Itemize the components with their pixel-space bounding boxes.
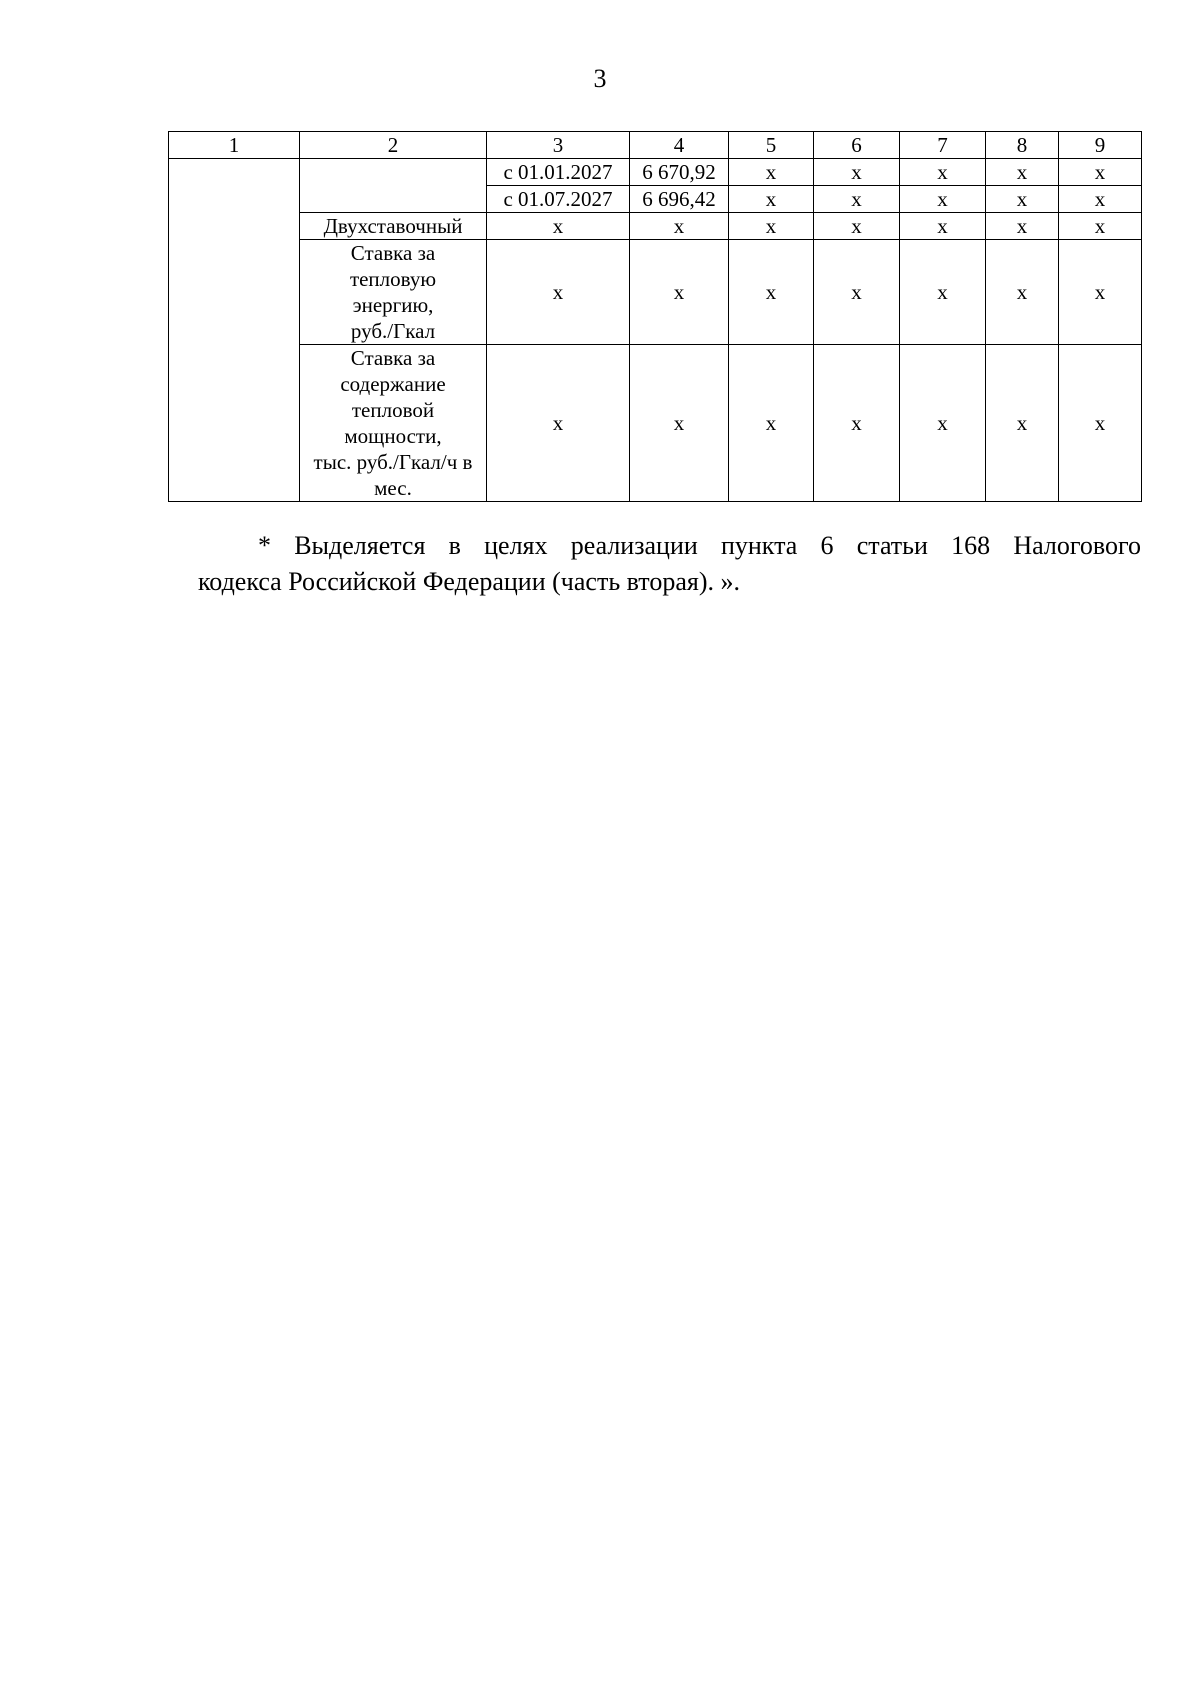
table-row xyxy=(169,240,1142,345)
table-cell: x xyxy=(729,213,814,240)
table-cell: x xyxy=(1059,159,1142,186)
table-cell: x xyxy=(986,159,1059,186)
table-cell: x xyxy=(900,240,986,345)
table-cell-tariff-type: Двухставочный xyxy=(300,213,487,240)
table-row xyxy=(169,345,1142,502)
table-cell: x xyxy=(1059,186,1142,213)
table-cell-value: 6 696,42 xyxy=(630,186,729,213)
table-cell: x xyxy=(814,240,900,345)
table-cell: x xyxy=(729,345,814,502)
table-cell: x xyxy=(986,213,1059,240)
table-cell: x xyxy=(487,213,630,240)
table-cell: x xyxy=(630,345,729,502)
table-cell-value: 6 670,92 xyxy=(630,159,729,186)
page-number: 3 xyxy=(593,64,607,93)
table-cell: x xyxy=(814,213,900,240)
table-cell-date: с 01.07.2027 xyxy=(487,186,630,213)
table-cell: x xyxy=(900,159,986,186)
table-cell: x xyxy=(986,345,1059,502)
header-cell: 6 xyxy=(814,132,900,159)
table-cell: x xyxy=(986,186,1059,213)
table-cell: x xyxy=(900,186,986,213)
table-cell: x xyxy=(630,240,729,345)
header-cell: 9 xyxy=(1059,132,1142,159)
table-row xyxy=(169,159,1142,186)
table-cell-col2 xyxy=(300,159,487,213)
header-cell: 7 xyxy=(900,132,986,159)
table-cell: x xyxy=(729,159,814,186)
table-cell: x xyxy=(900,345,986,502)
header-cell: 4 xyxy=(630,132,729,159)
table-cell-heat-energy-rate: Ставка за тепловую энергию, руб./Гкал xyxy=(300,240,487,345)
table-cell: x xyxy=(900,213,986,240)
header-cell: 2 xyxy=(300,132,487,159)
header-cell: 5 xyxy=(729,132,814,159)
header-cell: 1 xyxy=(169,132,300,159)
table-row xyxy=(169,213,1142,240)
table-cell: x xyxy=(487,345,630,502)
table-cell-date: с 01.01.2027 xyxy=(487,159,630,186)
table-cell: x xyxy=(630,213,729,240)
table-cell: x xyxy=(1059,345,1142,502)
table-cell: x xyxy=(1059,240,1142,345)
header-cell: 8 xyxy=(986,132,1059,159)
table-cell: x xyxy=(814,159,900,186)
header-cell: 3 xyxy=(487,132,630,159)
table-cell: x xyxy=(487,240,630,345)
table-cell: x xyxy=(986,240,1059,345)
table-cell: x xyxy=(729,186,814,213)
table-cell: x xyxy=(814,186,900,213)
table-cell-col1 xyxy=(169,159,300,502)
table-cell: x xyxy=(814,345,900,502)
footnote-line-1: * Выделяется в целях реализации пункта 6 статьи 168 Налогового xyxy=(258,531,1141,560)
table-cell: x xyxy=(1059,213,1142,240)
table-cell-capacity-rate: Ставка за содержание тепловой мощности, тыс. руб./Гкал/ч в мес. xyxy=(300,345,487,502)
footnote xyxy=(198,528,1141,600)
table-header-row xyxy=(169,132,1142,159)
table-cell: x xyxy=(729,240,814,345)
tariff-table xyxy=(168,131,1142,502)
footnote-line-2: кодекса Российской Федерации (часть вторая). ». xyxy=(198,567,740,596)
